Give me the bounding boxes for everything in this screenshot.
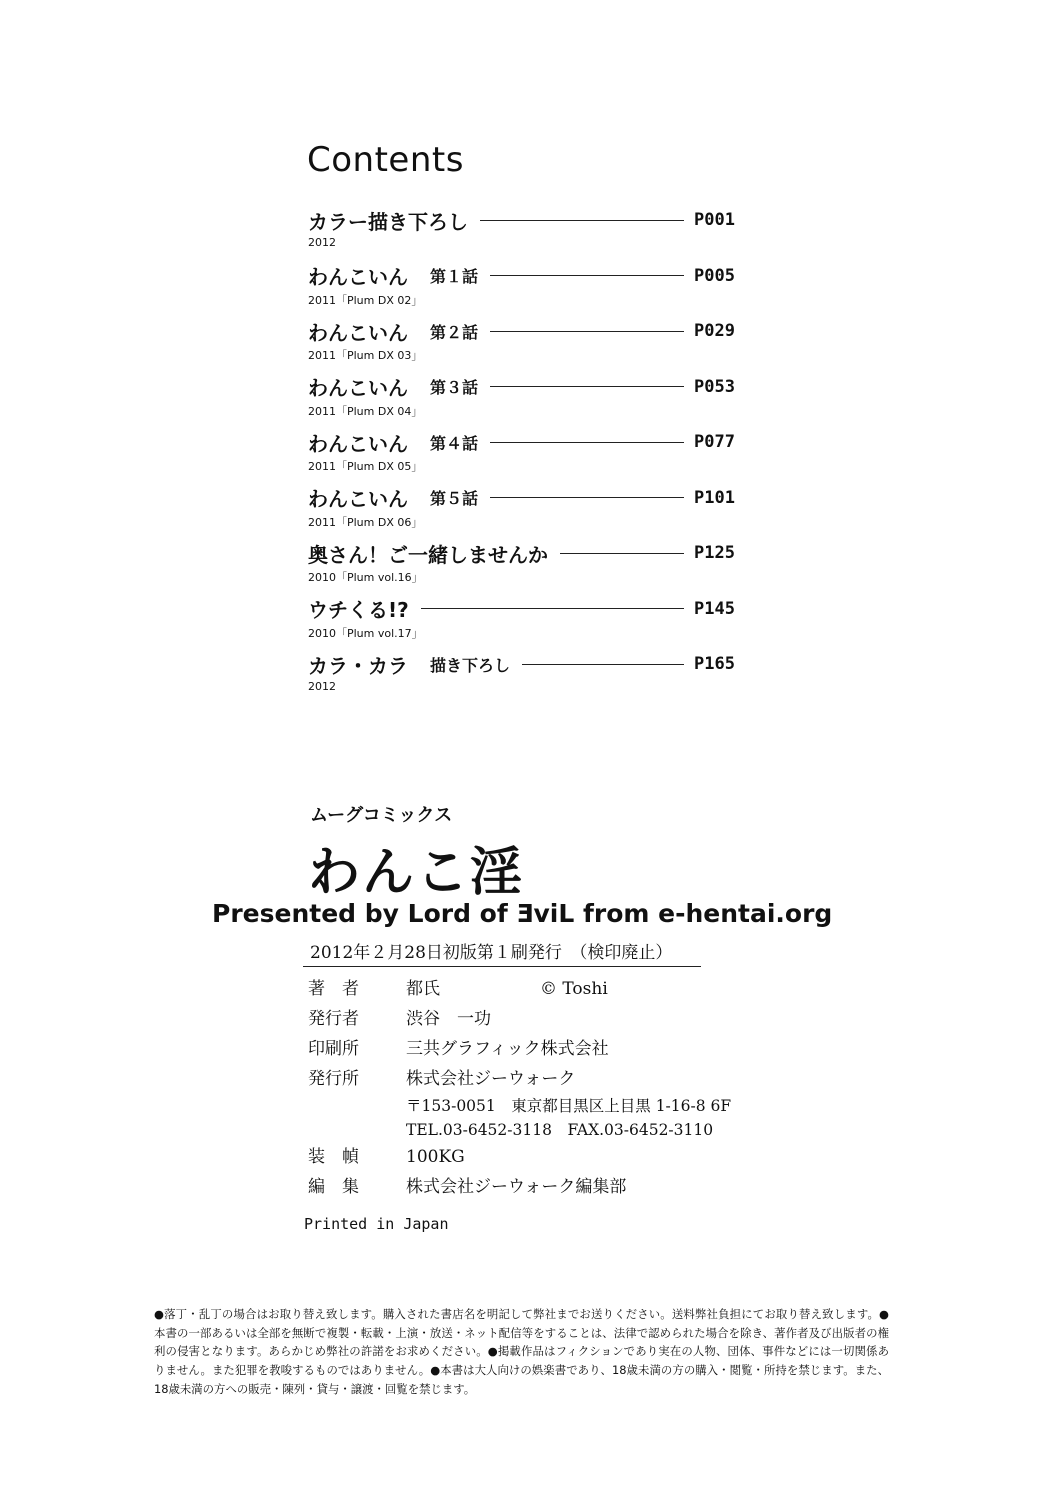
toc-entry-page: P029 xyxy=(694,321,735,341)
toc-entry xyxy=(308,539,738,595)
design-label: 装 幀 xyxy=(308,1147,359,1167)
printed-in: Printed in Japan xyxy=(304,1215,449,1233)
toc-entry-page: P001 xyxy=(694,210,735,230)
issuer-address: 〒153-0051 東京都目黒区上目黒 1-16-8 6F xyxy=(406,1097,732,1115)
toc-entry-episode: 第５話 xyxy=(430,489,479,508)
toc-entry-title: わんこいん xyxy=(308,431,408,456)
publisher-label: 発行者 xyxy=(308,1009,359,1029)
toc-entry xyxy=(308,317,738,373)
editor-label: 編 集 xyxy=(308,1177,359,1197)
toc-entry-title: カラ・カラ xyxy=(308,653,408,678)
legal-notice: ●落丁・乱丁の場合はお取り替え致します。購入された書店名を明記して弊社までお送りください。送料弊社負担にてお取り替え致します。●本書の一部あるいは全部を無断で複製・転載・上演・放送・ネット配信等をすることは、法律で認められた場合を除き、著作者及び出版者の権利の侵害となります。あらかじめ弊社の許諾をお求めください。●掲載作品はフィクションであり実在の人物、団体、事件などには一切関係ありません。また犯罪を教唆するものではありません。●本書は大人向けの娯楽書であり、18歳未満の方の購入・閲覧・所持を禁じます。また、18歳未満の方への販売・陳列・貸与・譲渡・回覧を禁じます。 xyxy=(154,1307,889,1396)
colophon-editor-row xyxy=(308,1172,788,1202)
issuer-phone: TEL.03-6452-3118 FAX.03-6452-3110 xyxy=(406,1121,714,1139)
toc-entry-episode: 第４話 xyxy=(430,433,479,453)
toc-entry xyxy=(308,484,738,540)
colophon-publisher-row xyxy=(308,1004,788,1034)
printer-value: 三共グラフィック株式会社 xyxy=(406,1039,609,1059)
toc-entry-episode: 描き下ろし xyxy=(430,655,511,675)
divider xyxy=(303,966,701,967)
toc-entry-episode: 第３話 xyxy=(430,378,479,397)
toc-entry-page: P053 xyxy=(694,376,735,397)
toc-entry xyxy=(308,373,738,429)
toc-entry-page: P101 xyxy=(694,487,735,508)
contents-heading: Contents xyxy=(307,140,464,180)
table-of-contents xyxy=(308,206,738,706)
editor-value: 株式会社ジーウォーク編集部 xyxy=(406,1177,627,1197)
toc-entry xyxy=(308,595,738,651)
toc-leader-line xyxy=(480,220,684,221)
toc-entry-source: 2011「Plum DX 04」 xyxy=(308,404,423,418)
toc-entry-episode: 第１話 xyxy=(430,267,479,286)
toc-entry-page: P125 xyxy=(694,543,735,563)
toc-entry-source: 2010「Plum vol.17」 xyxy=(308,626,423,640)
toc-leader-line xyxy=(490,497,684,498)
toc-entry-page: P145 xyxy=(694,598,735,619)
toc-leader-line xyxy=(490,442,684,443)
toc-entry-source: 2012 xyxy=(308,680,336,693)
toc-entry-page: P077 xyxy=(694,432,735,452)
toc-entry-title: わんこいん xyxy=(308,487,408,511)
book-title: わんこ淫 xyxy=(308,843,525,903)
toc-entry-source: 2011「Plum DX 02」 xyxy=(308,293,423,307)
toc-entry-source: 2012 xyxy=(308,236,336,249)
author-label: 著 者 xyxy=(308,979,359,999)
colophon xyxy=(308,974,788,1202)
toc-entry-title: ウチくる!? xyxy=(308,598,409,622)
colophon-address-row xyxy=(308,1094,788,1118)
toc-leader-line xyxy=(490,275,684,276)
printer-label: 印刷所 xyxy=(308,1039,359,1059)
colophon-author-row xyxy=(308,974,788,1004)
toc-entry xyxy=(308,428,738,484)
toc-leader-line xyxy=(560,553,684,554)
toc-entry-source: 2011「Plum DX 06」 xyxy=(308,515,423,529)
colophon-printer-row xyxy=(308,1034,788,1064)
toc-entry xyxy=(308,650,738,706)
issuer-label: 発行所 xyxy=(308,1069,359,1089)
presented-by-watermark: Presented by Lord of ƎviL from e-hentai.org xyxy=(212,899,833,928)
publisher-value: 渋谷 一功 xyxy=(406,1009,491,1029)
toc-entry xyxy=(308,206,738,262)
toc-leader-line xyxy=(490,331,684,332)
toc-entry-page: P005 xyxy=(694,265,735,286)
toc-entry xyxy=(308,262,738,318)
colophon-design-row xyxy=(308,1142,788,1172)
toc-entry-title: カラー描き下ろし xyxy=(308,209,468,234)
copyright: © Toshi xyxy=(540,979,608,999)
toc-entry-title: わんこいん xyxy=(308,265,408,289)
issuer-value: 株式会社ジーウォーク xyxy=(406,1069,576,1089)
toc-leader-line xyxy=(421,608,684,609)
colophon-phone-row xyxy=(308,1118,788,1142)
toc-entry-title: わんこいん xyxy=(308,320,408,345)
toc-entry-title: わんこいん xyxy=(308,376,408,400)
toc-entry-episode: 第２話 xyxy=(430,322,479,342)
toc-entry-title: 奥さん！ご一緒しませんか xyxy=(308,542,548,567)
design-value: 100KG xyxy=(406,1147,465,1167)
series-label: ムーグコミックス xyxy=(310,805,453,826)
toc-entry-page: P165 xyxy=(694,654,735,674)
toc-leader-line xyxy=(522,664,684,665)
publication-date: 2012年２月28日初版第１刷発行 （検印廃止） xyxy=(310,943,673,963)
toc-entry-source: 2010「Plum vol.16」 xyxy=(308,571,423,584)
colophon-issuer-row xyxy=(308,1064,788,1094)
toc-leader-line xyxy=(490,386,684,387)
toc-entry-source: 2011「Plum DX 03」 xyxy=(308,349,423,362)
author-value: 都氏 xyxy=(406,979,440,999)
toc-entry-source: 2011「Plum DX 05」 xyxy=(308,460,423,473)
